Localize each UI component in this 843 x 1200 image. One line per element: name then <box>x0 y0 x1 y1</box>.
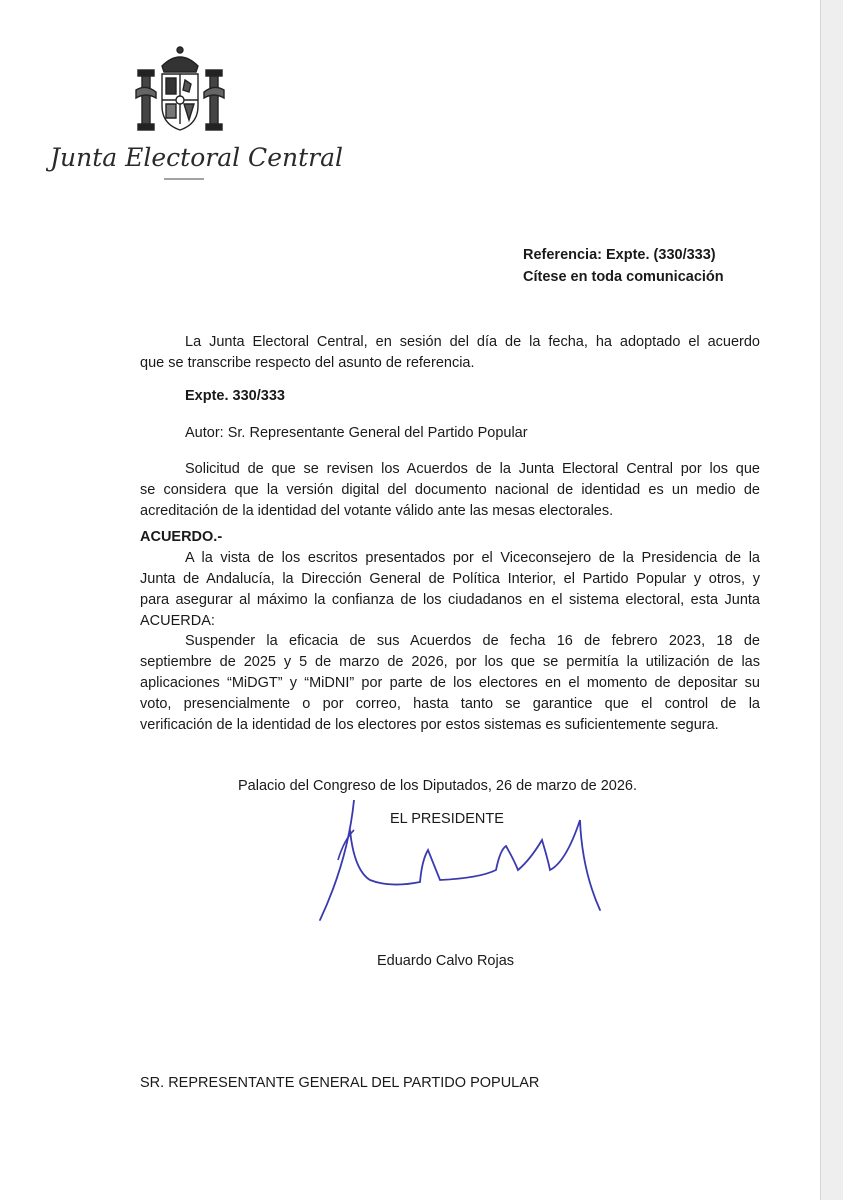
place-date: Palacio del Congreso de los Diputados, 26 de marzo de 2026. <box>238 778 638 794</box>
svg-text:Junta Electoral Central: Junta Electoral Central <box>50 143 343 172</box>
agreement-paragraph: ACUERDO.- A la vista de los escritos presentados por el Viceconsejero de la Presidencia de la Junta de Andalucía, la Dirección General de Política Interior, el Partido Popular y otros, y para asegurar al máximo la confianza de los ciudadanos en el sistema electoral, esta Junta ACUERDA: <box>140 529 760 629</box>
decision-paragraph: Suspender la eficacia de sus Acuerdos de fecha 16 de febrero 2023, 18 de septiembre de 2025 y 5 de marzo de 2026, por los que se permitía la utilización de las aplicaciones “MiDGT” y “MiDNI” por parte de los electores en el momento de depositar su voto, presencialmente o por correo, hasta tanto se garantice que el control de la verificación de la identidad de los electores por estos sistemas es suficientemente segura. <box>140 633 760 733</box>
request-paragraph: Solicitud de que se revisen los Acuerdos de la Junta Electoral Central por los que se considera que la versión digital del documento nacional de identidad es un medio de acreditación de la identidad del votante válido ante las mesas electorales. <box>140 461 760 519</box>
reference-number: Referencia: Expte. (330/333) <box>523 247 716 263</box>
signatory-name: Eduardo Calvo Rojas <box>377 953 515 969</box>
expediente-heading: Expte. 330/333 <box>185 388 285 404</box>
page-edge <box>820 0 843 1200</box>
author-line: Autor: Sr. Representante General del Partido Popular <box>185 425 528 441</box>
signatory-title: EL PRESIDENTE <box>390 811 504 827</box>
agreement-heading: ACUERDO.- <box>140 529 223 545</box>
coat-of-arms-icon <box>132 44 228 136</box>
org-title-logotype <box>46 136 346 184</box>
reference-block <box>523 244 724 288</box>
reference-note: Cítese en toda comunicación <box>523 269 724 285</box>
intro-paragraph: La Junta Electoral Central, en sesión del día de la fecha, ha adoptado el acuerdo que se transcribe respecto del asunto de referencia. <box>140 334 760 371</box>
handwritten-signature <box>310 800 620 940</box>
recipient-line: SR. REPRESENTANTE GENERAL DEL PARTIDO POPULAR <box>140 1075 540 1091</box>
